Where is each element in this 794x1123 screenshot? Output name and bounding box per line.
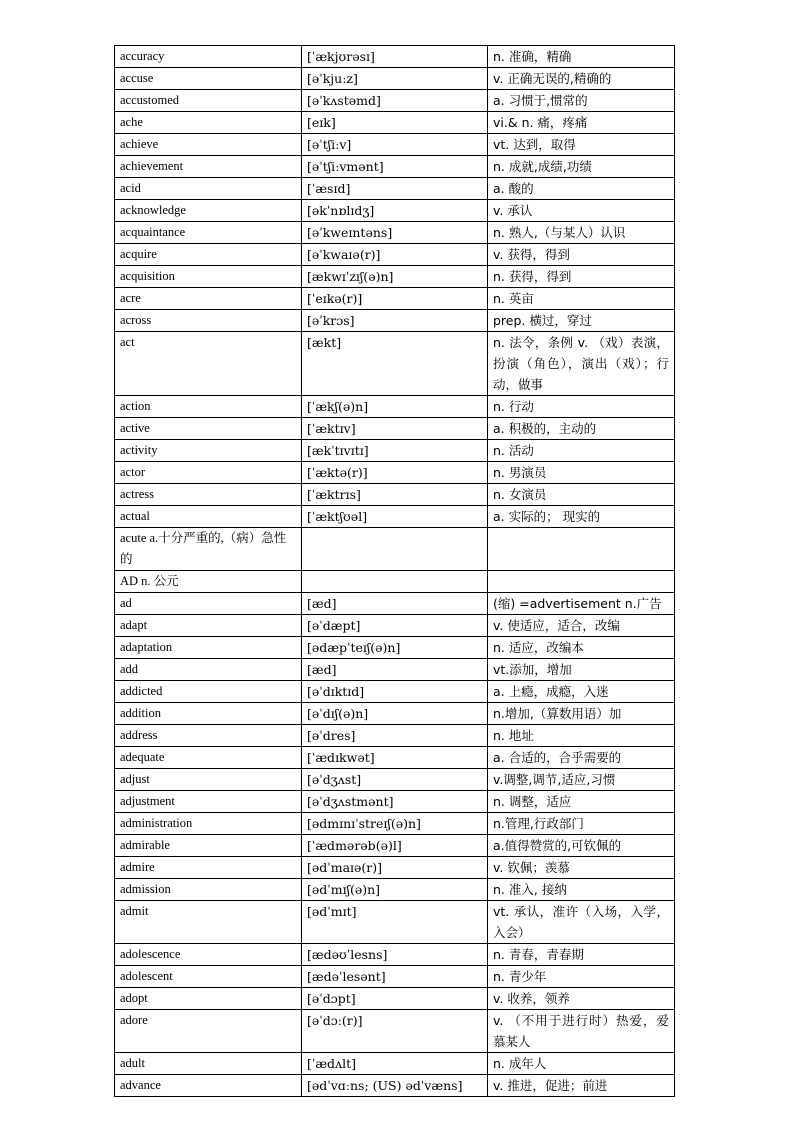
meaning-cell: (缩) =advertisement n.广告	[488, 593, 675, 615]
word-cell: act	[115, 332, 302, 396]
meaning-cell: v. 钦佩；羡慕	[488, 857, 675, 879]
meaning-cell: v. 使适应，适合，改编	[488, 615, 675, 637]
meaning-cell: n.增加,（算数用语）加	[488, 703, 675, 725]
phonetic-cell: [əkˈnɒlɪdʒ]	[302, 200, 488, 222]
phonetic-cell: [ˈæktɪv]	[302, 418, 488, 440]
word-cell: adaptation	[115, 637, 302, 659]
word-cell: ache	[115, 112, 302, 134]
table-row	[115, 791, 675, 813]
meaning-cell: n. 活动	[488, 440, 675, 462]
meaning-cell: n. 准确，精确	[488, 46, 675, 68]
meaning-cell: vt. 达到，取得	[488, 134, 675, 156]
word-cell: action	[115, 396, 302, 418]
word-cell: adequate	[115, 747, 302, 769]
word-cell: admission	[115, 879, 302, 901]
table-row	[115, 418, 675, 440]
phonetic-cell: [ədˈmaɪə(r)]	[302, 857, 488, 879]
word-cell: acknowledge	[115, 200, 302, 222]
phonetic-cell: [ədˈmɪt]	[302, 901, 488, 944]
word-cell: achieve	[115, 134, 302, 156]
table-row	[115, 244, 675, 266]
table-row	[115, 571, 675, 593]
table-row	[115, 879, 675, 901]
meaning-cell: v. 推进，促进；前进	[488, 1075, 675, 1097]
phonetic-cell: [ˈækjʊrəsɪ]	[302, 46, 488, 68]
phonetic-cell: [ədˈmɪʃ(ə)n]	[302, 879, 488, 901]
table-row	[115, 593, 675, 615]
word-cell: add	[115, 659, 302, 681]
table-row	[115, 462, 675, 484]
phonetic-cell: [æd]	[302, 659, 488, 681]
phonetic-cell: [əˈdɪktɪd]	[302, 681, 488, 703]
meaning-cell: n.管理,行政部门	[488, 813, 675, 835]
meaning-cell: n. 英亩	[488, 288, 675, 310]
meaning-cell: n. 获得，得到	[488, 266, 675, 288]
table-row	[115, 528, 675, 571]
meaning-cell: v. （不用于进行时）热爱，爱慕某人	[488, 1010, 675, 1053]
table-row	[115, 506, 675, 528]
table-row	[115, 637, 675, 659]
phonetic-cell: [əˈdɔː(r)]	[302, 1010, 488, 1053]
meaning-cell: a. 积极的，主动的	[488, 418, 675, 440]
meaning-cell: vt.添加，增加	[488, 659, 675, 681]
table-row	[115, 310, 675, 332]
meaning-cell: n. 熟人,（与某人）认识	[488, 222, 675, 244]
table-row	[115, 178, 675, 200]
word-cell: acquire	[115, 244, 302, 266]
meaning-cell: a. 合适的，合乎需要的	[488, 747, 675, 769]
phonetic-cell: [əˈdɪʃ(ə)n]	[302, 703, 488, 725]
table-row	[115, 944, 675, 966]
phonetic-cell: [əˈdʒʌst]	[302, 769, 488, 791]
phonetic-cell: [ˈæktʃʊəl]	[302, 506, 488, 528]
meaning-cell: n. 行动	[488, 396, 675, 418]
table-row	[115, 200, 675, 222]
meaning-cell: n. 法令，条例 v. （戏）表演，扮演（角色），演出（戏）；行动，做事	[488, 332, 675, 396]
meaning-cell: n. 适应，改编本	[488, 637, 675, 659]
phonetic-cell	[302, 528, 488, 571]
meaning-cell: a. 实际的； 现实的	[488, 506, 675, 528]
meaning-cell: n. 准入, 接纳	[488, 879, 675, 901]
phonetic-cell: [ˈeɪkə(r)]	[302, 288, 488, 310]
word-cell: across	[115, 310, 302, 332]
word-cell: adapt	[115, 615, 302, 637]
word-cell: accuracy	[115, 46, 302, 68]
table-row	[115, 1053, 675, 1075]
phonetic-cell: [ˈæktə(r)]	[302, 462, 488, 484]
table-row	[115, 813, 675, 835]
word-cell: address	[115, 725, 302, 747]
phonetic-cell: [eɪk]	[302, 112, 488, 134]
phonetic-cell: [əˈtʃiːv]	[302, 134, 488, 156]
word-cell: ad	[115, 593, 302, 615]
table-row	[115, 266, 675, 288]
phonetic-cell: [ˈædʌlt]	[302, 1053, 488, 1075]
phonetic-cell: [ækˈtɪvɪtɪ]	[302, 440, 488, 462]
word-cell: adolescent	[115, 966, 302, 988]
meaning-cell: a. 上瘾，成瘾，入迷	[488, 681, 675, 703]
table-row	[115, 1010, 675, 1053]
table-row	[115, 156, 675, 178]
phonetic-cell: [əˈkwaɪə(r)]	[302, 244, 488, 266]
word-cell: adopt	[115, 988, 302, 1010]
meaning-cell: prep. 横过，穿过	[488, 310, 675, 332]
word-cell: active	[115, 418, 302, 440]
meaning-cell: v.调整,调节,适应,习惯	[488, 769, 675, 791]
meaning-cell: v. 收养，领养	[488, 988, 675, 1010]
meaning-cell: vt. 承认，准许（入场，入学，入会）	[488, 901, 675, 944]
table-row	[115, 966, 675, 988]
meaning-cell: n. 成年人	[488, 1053, 675, 1075]
table-row	[115, 484, 675, 506]
phonetic-cell: [əˈdʒʌstmənt]	[302, 791, 488, 813]
vocabulary-page	[114, 45, 674, 1097]
table-row	[115, 703, 675, 725]
word-cell: administration	[115, 813, 302, 835]
word-cell: adjustment	[115, 791, 302, 813]
phonetic-cell: [ækt]	[302, 332, 488, 396]
meaning-cell: v. 正确无误的,精确的	[488, 68, 675, 90]
table-row	[115, 440, 675, 462]
word-cell: addicted	[115, 681, 302, 703]
meaning-cell: a. 习惯于,惯常的	[488, 90, 675, 112]
meaning-cell: n. 调整，适应	[488, 791, 675, 813]
table-row	[115, 332, 675, 396]
phonetic-cell: [əˈkʌstəmd]	[302, 90, 488, 112]
phonetic-cell: [əˈtʃiːvmənt]	[302, 156, 488, 178]
table-row	[115, 725, 675, 747]
word-cell: advance	[115, 1075, 302, 1097]
meaning-cell: n. 女演员	[488, 484, 675, 506]
phonetic-cell: [ædəˈlesənt]	[302, 966, 488, 988]
phonetic-cell: [ækwɪˈzɪʃ(ə)n]	[302, 266, 488, 288]
word-cell: adolescence	[115, 944, 302, 966]
phonetic-cell: [ˈædmərəb(ə)l]	[302, 835, 488, 857]
phonetic-cell: [æd]	[302, 593, 488, 615]
word-cell: activity	[115, 440, 302, 462]
phonetic-cell: [əˈdɔpt]	[302, 988, 488, 1010]
word-cell: addition	[115, 703, 302, 725]
vocabulary-table-body	[115, 46, 675, 1097]
word-cell: admire	[115, 857, 302, 879]
table-row	[115, 988, 675, 1010]
phonetic-cell: [ˈædɪkwət]	[302, 747, 488, 769]
table-row	[115, 90, 675, 112]
table-row	[115, 134, 675, 156]
table-row	[115, 288, 675, 310]
word-cell: accustomed	[115, 90, 302, 112]
meaning-cell: n. 地址	[488, 725, 675, 747]
table-row	[115, 1075, 675, 1097]
phonetic-cell: [əˈkrɔs]	[302, 310, 488, 332]
table-row	[115, 857, 675, 879]
word-cell: AD n. 公元	[115, 571, 302, 593]
meaning-cell	[488, 528, 675, 571]
word-cell: admit	[115, 901, 302, 944]
table-row	[115, 46, 675, 68]
word-cell: adult	[115, 1053, 302, 1075]
phonetic-cell: [əˈdæpt]	[302, 615, 488, 637]
meaning-cell: n. 男演员	[488, 462, 675, 484]
meaning-cell: n. 青少年	[488, 966, 675, 988]
meaning-cell: n. 成就,成绩,功绩	[488, 156, 675, 178]
phonetic-cell: [ædəʊˈlesns]	[302, 944, 488, 966]
phonetic-cell: [əˈkjuːz]	[302, 68, 488, 90]
word-cell: adjust	[115, 769, 302, 791]
table-row	[115, 396, 675, 418]
meaning-cell: n. 青春，青春期	[488, 944, 675, 966]
phonetic-cell: [ədæpˈteɪʃ(ə)n]	[302, 637, 488, 659]
word-cell: acute a.十分严重的,（病）急性的	[115, 528, 302, 571]
word-cell: acid	[115, 178, 302, 200]
meaning-cell: a.值得赞赏的,可钦佩的	[488, 835, 675, 857]
table-row	[115, 681, 675, 703]
phonetic-cell: [əˈkweɪntəns]	[302, 222, 488, 244]
word-cell: actor	[115, 462, 302, 484]
table-row	[115, 222, 675, 244]
vocabulary-table	[114, 45, 675, 1097]
phonetic-cell: [ədˈvɑːns; (US) ədˈvæns]	[302, 1075, 488, 1097]
table-row	[115, 747, 675, 769]
table-row	[115, 615, 675, 637]
meaning-cell: v. 获得，得到	[488, 244, 675, 266]
table-row	[115, 112, 675, 134]
word-cell: achievement	[115, 156, 302, 178]
phonetic-cell: [ədmɪnɪˈstreɪʃ(ə)n]	[302, 813, 488, 835]
word-cell: actual	[115, 506, 302, 528]
table-row	[115, 835, 675, 857]
meaning-cell: vi.& n. 痛，疼痛	[488, 112, 675, 134]
word-cell: actress	[115, 484, 302, 506]
word-cell: acre	[115, 288, 302, 310]
table-row	[115, 659, 675, 681]
meaning-cell	[488, 571, 675, 593]
phonetic-cell: [əˈdres]	[302, 725, 488, 747]
table-row	[115, 901, 675, 944]
phonetic-cell: [ˈæsɪd]	[302, 178, 488, 200]
word-cell: accuse	[115, 68, 302, 90]
table-row	[115, 769, 675, 791]
phonetic-cell: [ˈæktrɪs]	[302, 484, 488, 506]
word-cell: acquisition	[115, 266, 302, 288]
phonetic-cell: [ˈækʃ(ə)n]	[302, 396, 488, 418]
word-cell: adore	[115, 1010, 302, 1053]
phonetic-cell	[302, 571, 488, 593]
word-cell: admirable	[115, 835, 302, 857]
meaning-cell: v. 承认	[488, 200, 675, 222]
table-row	[115, 68, 675, 90]
meaning-cell: a. 酸的	[488, 178, 675, 200]
word-cell: acquaintance	[115, 222, 302, 244]
